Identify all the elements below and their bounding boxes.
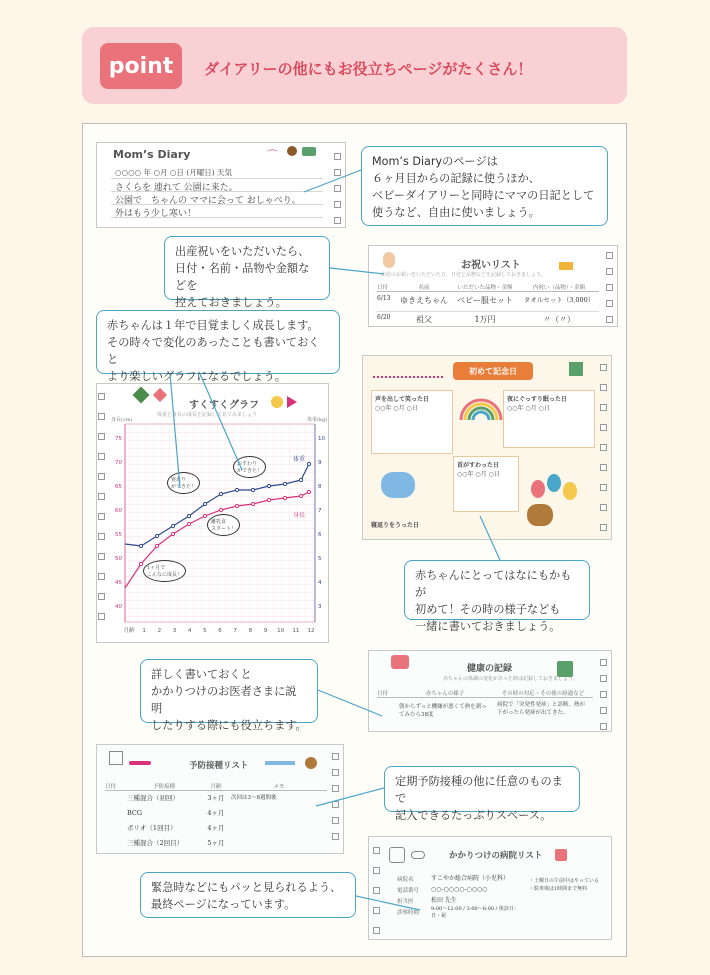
graph-left-unit: 身長(cm) bbox=[111, 417, 133, 423]
point-badge: point bbox=[100, 43, 182, 89]
height-point bbox=[139, 562, 142, 565]
gift-title: お祝いリスト bbox=[461, 260, 521, 271]
height-point bbox=[251, 502, 254, 505]
vaccine-row4-age: 5ヶ月 bbox=[207, 839, 225, 847]
hospital-title: かかりつけの病院リスト bbox=[449, 851, 543, 861]
y-tick-left: 50 bbox=[115, 556, 122, 562]
vaccine-row1-memo: 次回は3～8週間後 bbox=[231, 795, 277, 801]
rainbow-icon bbox=[459, 398, 503, 422]
balloon-icon-3 bbox=[563, 482, 577, 500]
x-tick: 8 bbox=[248, 628, 253, 634]
graph-bubble-4: 1ヶ月で こんなに成長！ bbox=[143, 560, 186, 582]
height-point bbox=[219, 508, 222, 511]
first-item-1: 声を出して笑った日 bbox=[375, 396, 430, 403]
gift-subtitle: 出産のお祝いをいただいた方、日付と品物などを記録しておきましょう。 bbox=[381, 272, 547, 278]
x-tick: 10 bbox=[277, 628, 285, 634]
first-times-thumbnail bbox=[362, 355, 612, 540]
crown-icon bbox=[559, 262, 573, 270]
gift-list-thumbnail bbox=[368, 245, 618, 327]
health-header-date: 日付 bbox=[377, 691, 389, 697]
weight-point bbox=[219, 492, 222, 495]
stethoscope-icon bbox=[411, 851, 425, 859]
weight-point bbox=[251, 488, 254, 491]
diary-page-thumbnail bbox=[96, 142, 346, 228]
bear-icon bbox=[287, 146, 297, 156]
vaccine-list-thumbnail bbox=[96, 744, 344, 854]
health-row-note: 病院で「突発性発疹」と診断。熱が下がったら発疹が出てきた。 bbox=[497, 702, 586, 716]
weight-point bbox=[171, 524, 174, 527]
health-subtitle: 赤ちゃんの体調の変化があった時は記録しておきましょう。 bbox=[443, 676, 578, 682]
gift-row1-name: ゆきえちゃん bbox=[400, 296, 448, 305]
y-tick-left: 65 bbox=[115, 484, 122, 490]
growth-graph-thumbnail bbox=[96, 383, 329, 643]
balloon-icon-2 bbox=[547, 474, 561, 492]
x-tick: 4 bbox=[187, 628, 192, 634]
vaccine-row4-name: 三種混合（2回目） bbox=[127, 839, 184, 847]
calendar-icon bbox=[109, 751, 123, 765]
vaccine-row3-name: ポリオ（1回目） bbox=[127, 824, 177, 832]
vaccine-header-date: 日付 bbox=[105, 784, 117, 790]
graph-bubble-1: 寝返り ができた！ bbox=[167, 472, 200, 494]
y-tick-left: 45 bbox=[115, 580, 122, 586]
weight-point bbox=[299, 478, 302, 481]
gift-row2-item: 1万円 bbox=[474, 315, 496, 324]
vaccine-row2-age: 4ヶ月 bbox=[207, 809, 225, 817]
diary-date-line: ○○○○ 年 ○月 ○日 (月曜日) 天気 bbox=[115, 168, 233, 177]
graph-bubble-3: 離乳食 スタート！ bbox=[207, 514, 240, 536]
y-tick-right: 9 bbox=[318, 460, 322, 466]
gift-row1-item: ベビー服セット bbox=[457, 296, 513, 305]
weight-point bbox=[267, 484, 270, 487]
health-header-action: その時の対応・その後の経過など bbox=[501, 691, 585, 697]
rainbow-icon: ⌒ bbox=[267, 149, 278, 162]
height-point bbox=[283, 496, 286, 499]
weight-point bbox=[187, 514, 190, 517]
diary-hw-1: さくらを 連れて 公園に来た。 bbox=[115, 183, 238, 193]
health-record-thumbnail bbox=[368, 650, 612, 732]
vaccine-header-name: 予防接種 bbox=[152, 784, 175, 790]
x-tick: 12 bbox=[307, 628, 315, 634]
graph-label-weight: 体重 bbox=[293, 456, 306, 463]
garland-icon bbox=[373, 376, 443, 382]
hospital-callout: 緊急時などにもパッと見られるよう、 最終ページになっています。 bbox=[140, 872, 356, 918]
first-aid-icon bbox=[555, 849, 567, 861]
rabbit-icon bbox=[383, 252, 395, 268]
x-tick: 6 bbox=[218, 628, 222, 634]
health-header-state: 赤ちゃんの様子 bbox=[425, 691, 465, 697]
gift-header-item: いただいた品物・金額 bbox=[457, 285, 513, 291]
health-callout: 詳しく書いておくと かかりつけのお医者さまに説明 したりする際にも役立ちます。 bbox=[140, 659, 318, 723]
weight-point bbox=[139, 544, 142, 547]
house-icon bbox=[569, 362, 583, 376]
weight-point bbox=[235, 488, 238, 491]
graph-bubble-2: おすわり ができた！ bbox=[233, 456, 266, 478]
graph-label-height: 身長 bbox=[293, 512, 306, 519]
y-tick-right: 4 bbox=[318, 580, 322, 586]
x-tick: 11 bbox=[292, 628, 300, 634]
vaccine-header-age: 月齢 bbox=[210, 784, 222, 790]
y-tick-left: 60 bbox=[115, 508, 122, 514]
car-icon bbox=[302, 147, 316, 156]
height-point bbox=[171, 532, 174, 535]
hospital-value-hours: 9:00～12:00 / 3:00～6:00 / 休診日：日・祝 bbox=[431, 906, 519, 919]
x-tick: 月齢 bbox=[123, 628, 135, 634]
hospital-note: ・土曜日の午前中はやっている ・駐車場は1時間まで無料 bbox=[529, 878, 600, 892]
vaccine-row1-name: 三種混合（初回） bbox=[127, 794, 179, 802]
y-tick-right: 8 bbox=[318, 484, 322, 490]
vaccine-row1-age: 3ヶ月 bbox=[207, 794, 225, 802]
diary-callout: Mom’s Diaryのページは ６ヶ月目からの記録に使うほか、 ベビーダイアリーと同時にママの日記として 使うなど、自由に使いましょう。 bbox=[361, 146, 608, 226]
y-tick-left: 75 bbox=[115, 436, 122, 442]
y-tick-right: 10 bbox=[318, 436, 325, 442]
elephant-icon bbox=[381, 472, 415, 498]
y-tick-right: 3 bbox=[318, 604, 322, 610]
vaccine-header-memo: メモ bbox=[273, 784, 285, 790]
first-title: 初めて記念日 bbox=[453, 362, 533, 380]
height-point bbox=[203, 514, 206, 517]
hospital-label-phone: 電話番号 bbox=[397, 888, 420, 894]
heart-icon bbox=[391, 655, 409, 669]
diary-title: Mom’s Diary bbox=[113, 148, 191, 161]
height-point bbox=[235, 504, 238, 507]
gift-header-date: 日付 bbox=[377, 285, 389, 291]
weight-point bbox=[155, 534, 158, 537]
bear-icon bbox=[527, 504, 553, 526]
y-tick-left: 70 bbox=[115, 460, 122, 466]
gift-row2-date: 6/20 bbox=[377, 314, 391, 321]
weight-point bbox=[203, 502, 206, 505]
x-tick: 5 bbox=[203, 628, 207, 634]
x-tick: 3 bbox=[172, 628, 177, 634]
height-point bbox=[307, 490, 310, 493]
weight-point bbox=[307, 462, 310, 465]
hospital-label-hours: 診察時間 bbox=[397, 910, 420, 916]
balloon-icon bbox=[531, 480, 545, 498]
x-tick: 7 bbox=[233, 628, 237, 634]
y-tick-right: 5 bbox=[318, 556, 322, 562]
hospital-label-name: 病院名 bbox=[397, 877, 414, 883]
gift-row1-return: タオルセット（3,000） bbox=[523, 296, 595, 304]
gift-row2-name: 祖父 bbox=[416, 315, 432, 324]
first-item-3-date: ○○年 ○月 ○日 bbox=[457, 471, 500, 478]
hospital-value-doctor: 松田 先生 bbox=[431, 897, 457, 904]
first-item-2-date: ○○年 ○月 ○日 bbox=[507, 405, 550, 412]
gift-header-return: 内祝い（品物）・金額 bbox=[532, 285, 586, 291]
gift-row1-date: 6/13 bbox=[377, 295, 391, 302]
header-title: ダイアリーの他にもお役立ちページがたくさん！ bbox=[204, 60, 533, 78]
health-row: 朝からずっと機嫌が悪くて熱を測ってみたら38度 bbox=[399, 704, 487, 718]
health-title: 健康の記録 bbox=[467, 664, 513, 674]
hospital-label-doctor: 担当医 bbox=[397, 899, 414, 905]
first-item-1-date: ○○年 ○月 ○日 bbox=[375, 405, 418, 412]
height-point bbox=[187, 522, 190, 525]
x-tick: 2 bbox=[157, 628, 162, 634]
graph-left-holes bbox=[96, 383, 104, 643]
vaccine-row2-name: BCG bbox=[127, 809, 143, 817]
clipboard-icon bbox=[389, 847, 405, 863]
bottle-icon bbox=[129, 761, 151, 765]
hedgehog-icon bbox=[305, 757, 317, 769]
vaccine-row3-age: 4ヶ月 bbox=[207, 824, 225, 832]
x-tick: 1 bbox=[142, 628, 146, 634]
y-tick-left: 55 bbox=[115, 532, 122, 538]
gift-header-name: 名前 bbox=[418, 285, 430, 291]
height-point bbox=[299, 494, 302, 497]
diary-hw-2: 公園で ちゃんの ママに会って おしゃべり。 bbox=[115, 196, 301, 206]
gift-row2-return: 〃（〃） bbox=[543, 315, 575, 324]
first-item-3: 首がすわった日 bbox=[457, 462, 499, 469]
y-tick-right: 7 bbox=[318, 508, 322, 514]
hospital-value-phone: ○○-○○○○-○○○○ bbox=[431, 886, 488, 893]
graph-right-unit: 体重(kg) bbox=[307, 417, 328, 423]
height-point bbox=[267, 498, 270, 501]
syringe-icon bbox=[265, 761, 295, 765]
height-point bbox=[155, 544, 158, 547]
diary-hw-3: 外はもう少し寒い！ bbox=[115, 209, 197, 219]
y-tick-left: 40 bbox=[115, 604, 122, 610]
graph-subtitle: 体重と身長の成長を記録して見てみましょう bbox=[157, 412, 258, 418]
vaccine-title: 予防接種リスト bbox=[189, 761, 249, 771]
x-tick: 9 bbox=[263, 628, 268, 634]
first-callout: 赤ちゃんにとってはなにもかもが 初めて！その時の様子なども 一緒に書いておきましょう。 bbox=[404, 560, 590, 620]
hospital-list-thumbnail bbox=[368, 836, 612, 940]
first-item-2: 夜にぐっすり眠った日 bbox=[507, 396, 567, 403]
graph-title: すくすくグラフ bbox=[189, 400, 259, 411]
graph-callout: 赤ちゃんは１年で目覚ましく成長します。 その時々で変化のあったことも書いておくと より楽しいグラフになるでしょう。 bbox=[96, 310, 340, 374]
weight-point bbox=[283, 482, 286, 485]
first-item-4: 寝返りをうった日 bbox=[371, 522, 420, 529]
y-tick-right: 6 bbox=[318, 532, 322, 538]
gift-callout: 出産祝いをいただいたら、 日付・名前・品物や金額などを 控えておきましょう。 bbox=[164, 236, 330, 300]
vaccine-callout: 定期予防接種の他に任意のものまで 記入できるたっぷりスペース。 bbox=[384, 766, 580, 812]
hospital-value-name: すこやか総合病院（小児科） bbox=[431, 875, 510, 882]
